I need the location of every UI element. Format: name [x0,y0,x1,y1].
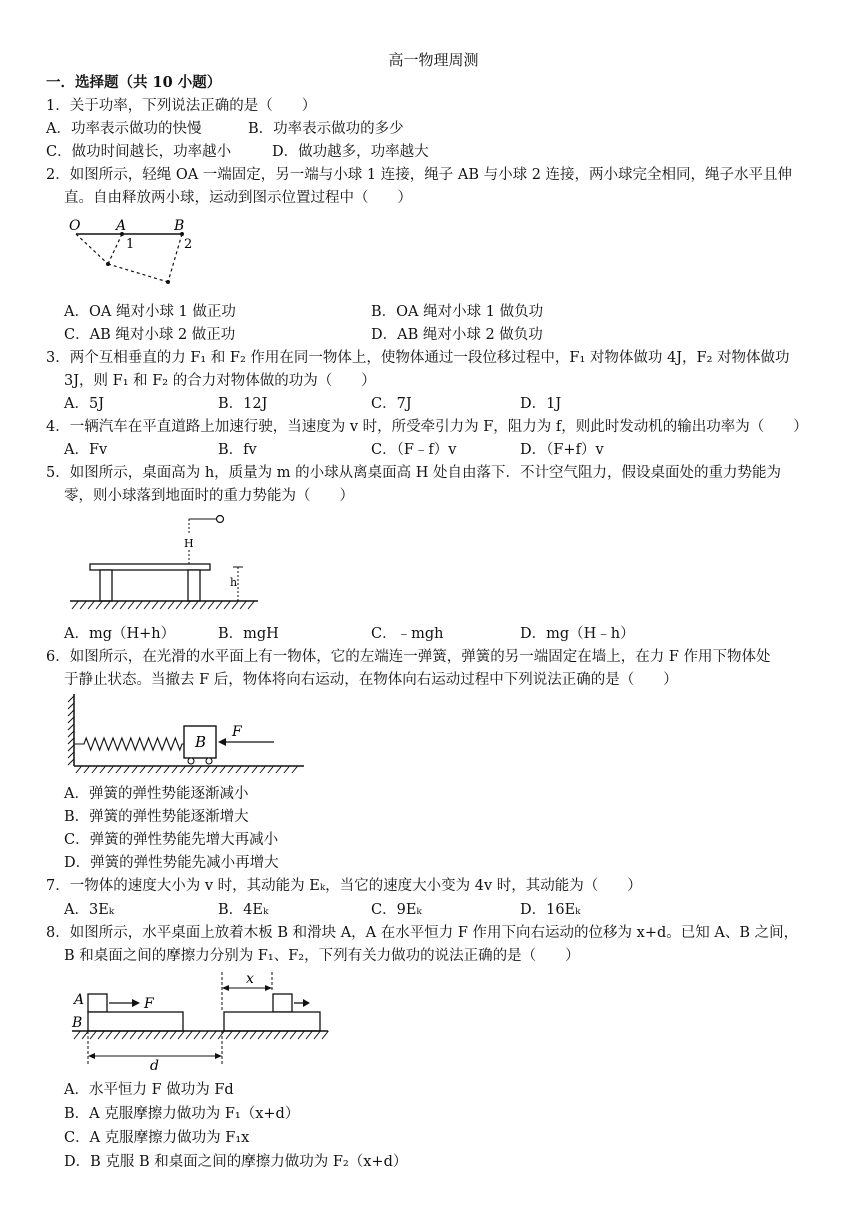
q5-stem-line1: 5．如图所示，桌面高为 h，质量为 m 的小球从离桌面高 H 处自由落下．不计空气阻力，假设桌面处的重力势能为 [46,465,781,481]
q6-force-arrowhead [218,738,226,746]
q6-floor-hatch-line [92,766,98,773]
q6-floor-hatch-line [156,766,162,773]
q8-hatch-line [114,1031,120,1039]
q8-hatch-line [178,1031,184,1039]
q4-stem: 4．一辆汽车在平直道路上加速行驶，当速度为 v 时，所受牵引力为 F，阻力为 f，则此时发动机的输出功率为（ ） [46,419,808,435]
q3-option-c: C．7J [371,396,412,412]
q6-stem-line1: 6．如图所示，在光滑的水平面上有一物体，它的左端连一弹簧，弹簧的另一端固定在墙上，在力 F 作用下物体处 [46,649,771,665]
q6-floor-hatch-line [132,766,138,773]
q8-option-d: D．B 克服 B 和桌面之间的摩擦力做功为 F₂（x+d） [64,1154,408,1170]
q6-wall-hatch-line [68,724,74,730]
q5-hatch-line [168,601,174,609]
q1-option-d: D．做功越多，功率越大 [272,144,429,160]
q6-stem-line2: 于静止状态。当撤去 F 后，物体将向右运动，在物体向右运动过程中下列说法正确的是（ ） [64,672,678,688]
q6-floor-hatch-line [188,766,194,773]
q8-option-a: A．水平恒力 F 做功为 Fd [64,1082,234,1098]
q5-hatch-line [184,601,190,609]
q4-option-a: A．Fv [64,442,108,458]
q1-option-c: C．做功时间越长，功率越小 [46,144,232,160]
q8-hatch-line [90,1031,96,1039]
q2-dashed-ab [108,264,168,282]
q8-hatch-line [122,1031,128,1039]
q2-stem-line1: 2．如图所示，轻绳 OA 一端固定，另一端与小球 1 连接，绳子 AB 与小球 2 连接，两小球完全相同，绳子水平且伸 [46,167,793,183]
q5-hatch-line [208,601,214,609]
q7-option-c: C．9Eₖ [371,902,422,918]
q6-wall-hatch-line [68,745,74,751]
q6-floor-hatch-line [252,766,258,773]
q6-option-b: B．弹簧的弹性势能逐渐增大 [64,809,249,825]
q5-option-c: C．﹣mgh [371,626,444,642]
q8-hatch-line [258,1031,264,1039]
q6-wall-hatch-line [68,738,74,744]
q8-stem-line1: 8．如图所示，水平桌面上放着木板 B 和滑块 A，A 在水平恒力 F 作用下向右运动的位移为 x+d。已知 A、B 之间， [46,925,799,941]
q8-hatch-line [106,1031,112,1039]
q8-board-b-end [224,1012,320,1031]
q2-option-d: D．AB 绳对小球 2 做负功 [371,327,543,343]
q8-dim-x-left [222,985,229,991]
q8-hatch-line [250,1031,256,1039]
q3-option-b: B．12J [218,396,268,412]
q8-hatch-line [242,1031,248,1039]
q5-label-small-h: h [230,576,238,589]
q2-option-b: B．OA 绳对小球 1 做负功 [371,304,544,320]
q8-hatch-line [170,1031,176,1039]
q7-option-a: A．3Eₖ [64,902,115,918]
q6-wall-hatch-line [68,696,74,702]
q5-hatch-line [88,601,94,609]
q6-floor-hatch-line [244,766,250,773]
q8-hatch-line [146,1031,152,1039]
q5-hatch-line [192,601,198,609]
q6-wall-hatch-line [68,717,74,723]
q8-label-d: d [150,1058,159,1074]
q6-wall-hatch-line [68,752,74,758]
q8-hatch-line [82,1031,88,1039]
q3-option-a: A．5J [64,396,105,412]
q3-stem-line2: 3J，则 F₁ 和 F₂ 的合力对物体做的功为（ ） [64,373,376,389]
q2-dashed-b [168,234,182,282]
q6-label-f: F [232,724,242,740]
q6-floor-hatch-line [268,766,274,773]
q6-floor-hatch-line [124,766,130,773]
q5-option-d: D．mg（H﹣h） [520,626,635,642]
q5-hatch-line [104,601,110,609]
q8-dim-d-left [88,1053,95,1059]
q6-floor-hatch-line [236,766,242,773]
q8-dim-d-right [215,1053,222,1059]
q6-wall-hatch [68,696,74,765]
q6-floor-hatch-line [148,766,154,773]
q6-floor-hatch-line [172,766,178,773]
q6-floor-hatch-line [180,766,186,773]
q5-table-leg-right [188,570,200,601]
q8-hatch-line [210,1031,216,1039]
q8-hatch-line [154,1031,160,1039]
q7-option-b: B．4Eₖ [218,902,269,918]
q2-dashed-a [108,234,122,264]
q8-hatch-line [266,1031,272,1039]
q6-floor-hatch-line [76,766,82,773]
q6-wall-hatch-line [68,710,74,716]
q5-hatch-line [160,601,166,609]
q6-floor-hatch-line [164,766,170,773]
q8-board-b-start [88,1012,183,1031]
page-title: 高一物理周测 [388,51,479,69]
q6-floor-hatch-line [140,766,146,773]
section-heading: 一．选择题（共 10 小题） [46,74,222,91]
q8-label-x: x [246,971,254,987]
q6-option-c: C．弹簧的弹性势能先增大再减小 [64,832,279,848]
q8-block-a-end [273,994,292,1012]
q8-hatch-line [290,1031,296,1039]
q2-label-2: 2 [184,237,193,252]
q5-hatch-line [144,601,150,609]
q7-stem: 7．一物体的速度大小为 v 时，其动能为 Eₖ，当它的速度大小变为 4v 时，其动能为（ ） [46,878,642,894]
q5-figure [66,508,266,620]
q8-label-a: A [74,992,85,1008]
q2-ball-1-moved [106,262,110,266]
q2-label-1: 1 [126,237,135,252]
q5-hatch-line [224,601,230,609]
q8-hatch-line [282,1031,288,1039]
q8-hatch-line [274,1031,280,1039]
q5-table-leg-left [100,570,112,601]
q4-option-d: D．（F+f）v [520,442,604,458]
q5-hatch-line [152,601,158,609]
q6-label-b: B [195,733,207,751]
q5-hatch-line [72,601,78,609]
q5-hatch-line [200,601,206,609]
q8-figure [66,968,338,1074]
q5-option-a: A．mg（H+h） [64,626,176,642]
q6-wheel-left [188,758,194,764]
q6-floor-hatch-line [276,766,282,773]
q8-hatch-line [98,1031,104,1039]
q8-option-b: B．A 克服摩擦力做功为 F₁（x+d） [64,1106,300,1122]
q8-hatch-line [306,1031,312,1039]
q8-block-a-start [88,994,107,1012]
q8-dim-x-right [265,985,272,991]
q5-ball [217,516,224,523]
q6-floor-hatch-line [116,766,122,773]
q5-hatch-line [96,601,102,609]
q6-floor-hatch-line [284,766,290,773]
q8-hatch-line [226,1031,232,1039]
q1-stem: 1．关于功率，下列说法正确的是（ ） [46,98,317,114]
q8-hatch-line [162,1031,168,1039]
q6-wall-hatch-line [68,703,74,709]
q2-label-o: O [69,218,81,234]
q4-option-b: B．fv [218,442,257,458]
q6-wheel-right [206,758,212,764]
q6-floor-hatch-line [292,766,298,773]
q8-hatch-line [218,1031,224,1039]
q6-wall-hatch-line [68,759,74,765]
q8-label-b: B [72,1015,83,1031]
q3-stem-line1: 3．两个互相垂直的力 F₁ 和 F₂ 作用在同一物体上，使物体通过一段位移过程中，F₁ 对物体做功 4J，F₂ 对物体做功 [46,350,790,366]
q2-ball-2-moved [166,280,170,284]
q2-dashed-oa [76,234,108,264]
q6-floor-hatch-line [196,766,202,773]
q6-floor-hatch-line [260,766,266,773]
q6-spring [74,738,184,750]
q1-option-b: B．功率表示做功的多少 [248,121,404,137]
q6-floor-hatch-line [108,766,114,773]
q8-table-hatch [74,1031,328,1039]
q5-ground-hatch [72,601,254,609]
q6-floor-hatch-line [212,766,218,773]
q5-hatch-line [80,601,86,609]
q7-option-d: D．16Eₖ [520,902,581,918]
q5-label-big-h: H [184,537,194,550]
q6-floor-hatch-line [100,766,106,773]
q2-stem-line2: 直。自由释放两小球，运动到图示位置过程中（ ） [64,190,412,206]
q8-hatch-line [74,1031,80,1039]
q6-floor-hatch-line [84,766,90,773]
q8-hatch-line [314,1031,320,1039]
q5-hatch-line [216,601,222,609]
q8-hatch-line [186,1031,192,1039]
q8-hatch-line [138,1031,144,1039]
q5-hatch-line [136,601,142,609]
q2-label-a: A [116,218,127,234]
q8-force-arrowhead-end [303,999,310,1007]
q6-wall-hatch-line [68,731,74,737]
q8-hatch-line [194,1031,200,1039]
q5-hatch-line [240,601,246,609]
q2-option-a: A．OA 绳对小球 1 做正功 [64,304,236,320]
q8-label-f: F [144,996,154,1012]
q3-option-d: D．1J [520,396,562,412]
q8-option-c: C．A 克服摩擦力做功为 F₁x [64,1130,250,1146]
q5-stem-line2: 零，则小球落到地面时的重力势能为（ ） [64,488,354,504]
q6-floor-hatch-line [228,766,234,773]
q2-figure [60,212,210,292]
q8-force-arrowhead [132,999,140,1007]
q5-hatch-line [232,601,238,609]
q6-figure [66,692,310,778]
q6-option-a: A．弹簧的弹性势能逐渐减小 [64,786,249,802]
q8-hatch-line [202,1031,208,1039]
q5-hatch-line [120,601,126,609]
q5-hatch-line [112,601,118,609]
q6-floor-hatch [76,766,298,773]
q8-hatch-line [234,1031,240,1039]
q8-hatch-line [130,1031,136,1039]
q2-option-c: C．AB 绳对小球 2 做正功 [64,327,236,343]
q8-hatch-line [298,1031,304,1039]
q8-hatch-line [322,1031,328,1039]
q8-stem-line2: B 和桌面之间的摩擦力分别为 F₁、F₂，下列有关力做功的说法正确的是（ ） [64,948,580,964]
q1-option-a: A．功率表示做功的快慢 [46,121,202,137]
q6-option-d: D．弹簧的弹性势能先减小再增大 [64,855,279,871]
q6-floor-hatch-line [204,766,210,773]
q5-table-top [90,564,210,570]
q5-hatch-line [128,601,134,609]
q5-hatch-line [248,601,254,609]
q4-option-c: C．（F﹣f）v [371,442,457,458]
q5-hatch-line [176,601,182,609]
q6-floor-hatch-line [220,766,226,773]
q5-option-b: B．mgH [218,626,279,642]
q2-label-b: B [174,218,185,234]
